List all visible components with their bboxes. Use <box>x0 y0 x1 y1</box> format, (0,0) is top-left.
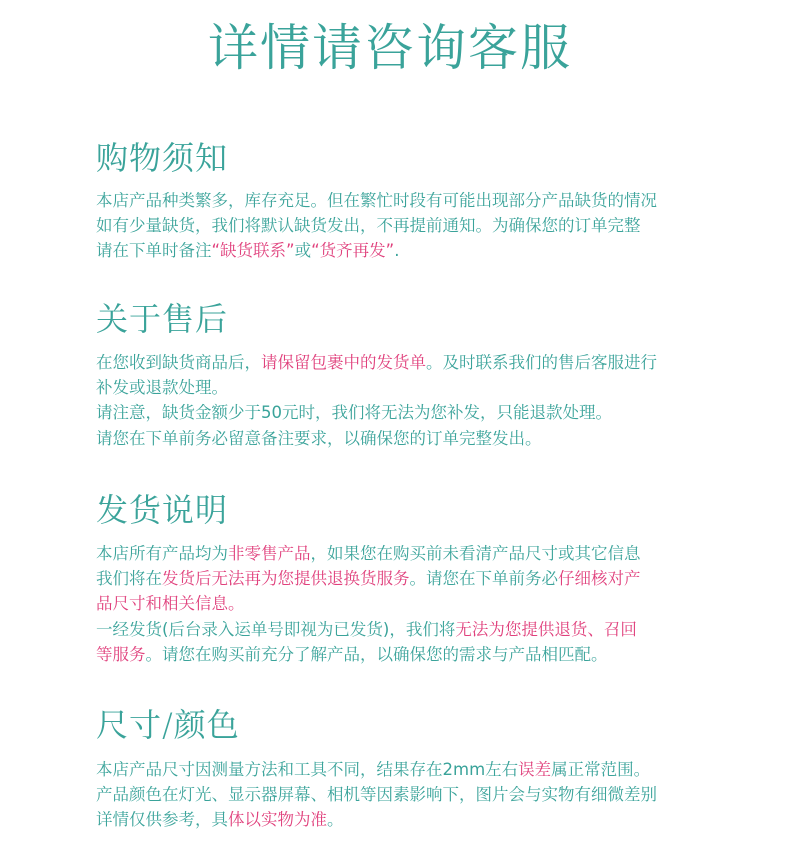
body-text: 补发或退款处理。 <box>96 378 228 398</box>
highlighted-text: 请保留包裹中的发货单 <box>261 353 426 372</box>
body-text: 详情仅供参考，具 <box>96 810 228 830</box>
body-line <box>96 350 736 375</box>
section-body-size-color <box>96 757 736 833</box>
body-text: 产品颜色在灯光、显示器屏幕、相机等因素影响下，图片会与实物有细微差别 <box>96 785 657 805</box>
body-line <box>96 566 736 591</box>
body-text: 。及时联系我们的售后客服进行 <box>426 353 657 372</box>
highlighted-text: 体以实物为准 <box>228 810 327 830</box>
highlighted-text: 发货后无法再为您提供退换货服务 <box>162 569 410 589</box>
highlighted-text: 品尺寸和相关信息。 <box>96 594 245 614</box>
body-line <box>96 426 736 451</box>
highlighted-text: 无法为您提供退货、召回 <box>455 619 637 639</box>
body-line <box>96 400 736 425</box>
section-body-after-sales <box>96 350 736 451</box>
section-heading-shipping: 发货说明 <box>96 491 229 529</box>
body-text: 请注意，缺货金额少于50元时，我们将无法为您补发，只能退款处理。 <box>96 403 612 423</box>
body-text: . <box>394 241 400 261</box>
body-line <box>96 617 736 642</box>
body-line <box>96 757 736 782</box>
body-text: 如有少量缺货，我们将默认缺货发出，不再提前通知。为确保您的订单完整 <box>96 216 641 236</box>
body-text: 或 <box>294 241 312 261</box>
highlighted-text: “缺货联系” <box>211 241 295 261</box>
body-line <box>96 188 736 213</box>
highlighted-text: 误差 <box>518 760 552 779</box>
body-text: 请您在下单前务必留意备注要求，以确保您的订单完整发出。 <box>96 428 542 448</box>
body-text: 。请您在下单前务必 <box>409 569 558 589</box>
body-line <box>96 375 736 400</box>
section-heading-size-color: 尺寸/颜色 <box>96 706 240 744</box>
body-text: 。 <box>327 810 344 830</box>
body-line <box>96 782 736 807</box>
section-heading-after-sales: 关于售后 <box>96 300 229 338</box>
highlighted-text: 等服务 <box>96 644 146 664</box>
body-line <box>96 238 736 263</box>
highlighted-text: 仔细核对产 <box>558 569 641 589</box>
page-title: 详情请咨询客服 <box>208 19 572 77</box>
body-text: 本店所有产品均为 <box>96 544 228 563</box>
body-text: 本店产品种类繁多，库存充足。但在繁忙时段有可能出现部分产品缺货的情况 <box>96 191 657 210</box>
body-text: 本店产品尺寸因测量方法和工具不同，结果存在2mm左右 <box>96 760 519 779</box>
body-line <box>96 591 736 616</box>
body-text: 请在下单时备注 <box>96 241 212 261</box>
section-heading-shopping-notice: 购物须知 <box>96 139 229 177</box>
body-text: ，如果您在购买前未看清产品尺寸或其它信息 <box>310 544 641 563</box>
body-text: 我们将在 <box>96 569 162 589</box>
body-line <box>96 541 736 566</box>
highlighted-text: “货齐再发” <box>311 241 395 261</box>
body-line <box>96 213 736 238</box>
body-text: 一经发货(后台录入运单号即视为已发货)，我们将 <box>96 619 456 639</box>
section-body-shopping-notice <box>96 188 736 264</box>
body-line <box>96 642 736 667</box>
body-text: 属正常范围。 <box>551 760 651 779</box>
body-text: 。请您在购买前充分了解产品，以确保您的需求与产品相匹配。 <box>145 644 608 664</box>
section-body-shipping <box>96 541 736 667</box>
body-text: 在您收到缺货商品后， <box>96 353 261 372</box>
highlighted-text: 非零售产品 <box>228 544 311 563</box>
body-line <box>96 807 736 832</box>
